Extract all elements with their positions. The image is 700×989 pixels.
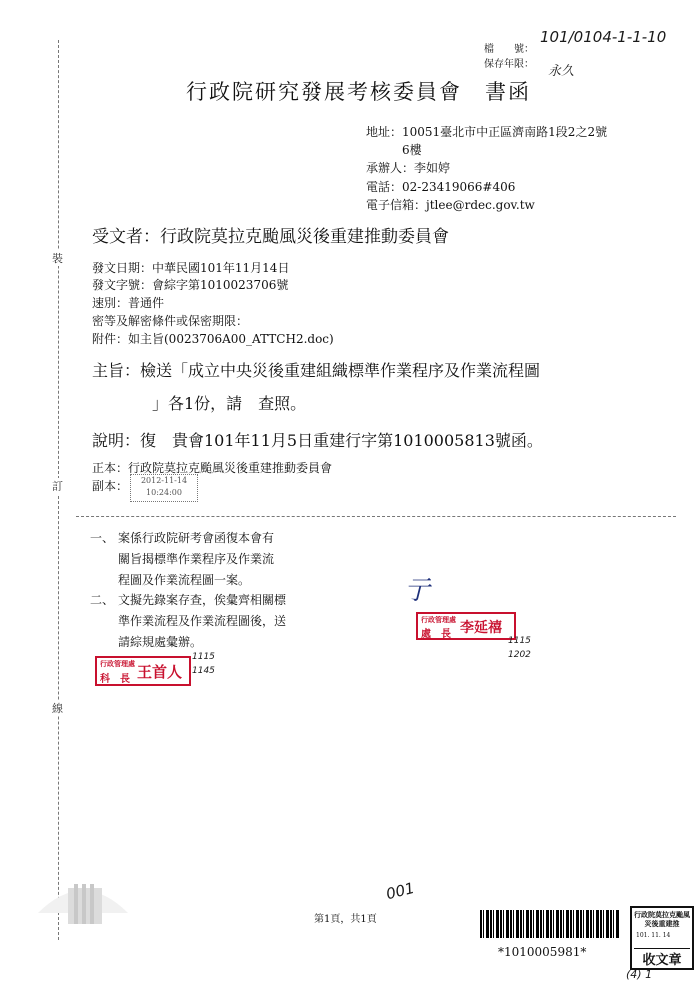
director-stamp: [416, 612, 516, 640]
section-divider: [76, 516, 676, 517]
issue-date: 發文日期：中華民國101年11月14日: [92, 261, 290, 275]
handwritten-time: 1115: [508, 636, 531, 646]
stamp-role: 科 長: [100, 674, 130, 685]
recipient: 受文者：行政院莫拉克颱風災後重建推動委員會: [92, 227, 449, 247]
stamp-org: 行政管理處: [100, 659, 135, 668]
subject-line-1: 主旨：檢送「成立中央災後重建組織標準作業程序及作業流程圖: [92, 361, 541, 380]
page-number: 第1頁，共1頁: [314, 914, 377, 925]
barcode: [480, 910, 620, 938]
attachment: 附件：如主旨(0023706A00_ATTCH2.doc): [92, 332, 334, 346]
handwritten-time: 1145: [192, 666, 215, 676]
timestamp-date: 2012-11-14: [140, 476, 188, 485]
side-mark-line: 線: [52, 702, 63, 715]
delivery-speed: 速別：普通件: [92, 296, 165, 310]
electronic-timestamp: [130, 474, 198, 502]
contact-handler: 承辦人：李如婷: [366, 161, 451, 175]
note-item: [90, 528, 274, 591]
barcode-text: *1010005981*: [498, 945, 587, 959]
note-line: 程圖及作業流程圖一案。: [118, 573, 251, 587]
section-chief-stamp: [95, 656, 191, 686]
note-line: 文擬先錄案存查，俟彙齊相關標: [118, 593, 287, 607]
handwritten-mark: 亍: [404, 576, 431, 606]
stamp-org: 行政管理處: [421, 615, 456, 624]
retention-value: 永久: [548, 64, 575, 79]
receipt-date: 101. 11. 14: [636, 932, 671, 939]
handwritten-time: 1115: [192, 652, 215, 662]
receipt-label: 收文章: [634, 948, 690, 968]
contact-address-floor: 6樓: [402, 143, 422, 157]
note-number: 一、: [90, 531, 115, 545]
contact-phone: 電話：02-23419066#406: [366, 180, 516, 194]
watermark-logo-icon: [28, 868, 138, 928]
note-line: 案係行政院研考會函復本會有: [118, 531, 275, 545]
security-level: 密等及解密條件或保密期限：: [92, 314, 249, 328]
side-mark-bind: 裝: [52, 252, 63, 265]
note-line: 請綜規處彙辦。: [118, 635, 203, 649]
subject-line-2: 」各1份，請 查照。: [152, 394, 307, 413]
cc-original: 正本：行政院莫拉克颱風災後重建推動委員會: [92, 461, 333, 475]
document-title: 行政院研究發展考核委員會 書函: [186, 80, 531, 104]
handwritten-number: 001: [384, 878, 417, 904]
stamp-role: 處 長: [421, 629, 451, 640]
archive-no-value: 101/0104-1-1-10: [540, 28, 667, 46]
issue-number: 發文字號：會綜字第1010023706號: [92, 278, 289, 292]
note-line: 準作業流程及作業流程圖後，送: [118, 614, 287, 628]
retention-label: 保存年限：: [484, 59, 534, 70]
stamp-name: 李延禧: [460, 620, 502, 636]
archive-no-label: 檔 號：: [484, 44, 534, 55]
timestamp-time: 10:24:00: [146, 488, 182, 497]
receipt-stamp: [630, 906, 694, 970]
explanation: 說明：復 貴會101年11月5日重建行字第1010005813號函。: [92, 431, 543, 450]
cc-copy-label: 副本：: [92, 479, 129, 493]
note-item: [90, 590, 286, 653]
note-number: 二、: [90, 593, 115, 607]
contact-address: 地址：10051臺北市中正區濟南路1段2之2號: [366, 125, 608, 139]
side-mark-staple: 訂: [52, 480, 63, 493]
stamp-name: 王首人: [137, 663, 183, 681]
handwritten-time: 1202: [508, 650, 531, 660]
contact-email: 電子信箱：jtlee@rdec.gov.tw: [366, 198, 535, 212]
bottom-mark: (4) 1: [626, 968, 653, 981]
receipt-org: 行政院莫拉克颱風災後重建推: [634, 910, 690, 928]
note-line: 關旨揭標準作業程序及作業流: [118, 552, 275, 566]
